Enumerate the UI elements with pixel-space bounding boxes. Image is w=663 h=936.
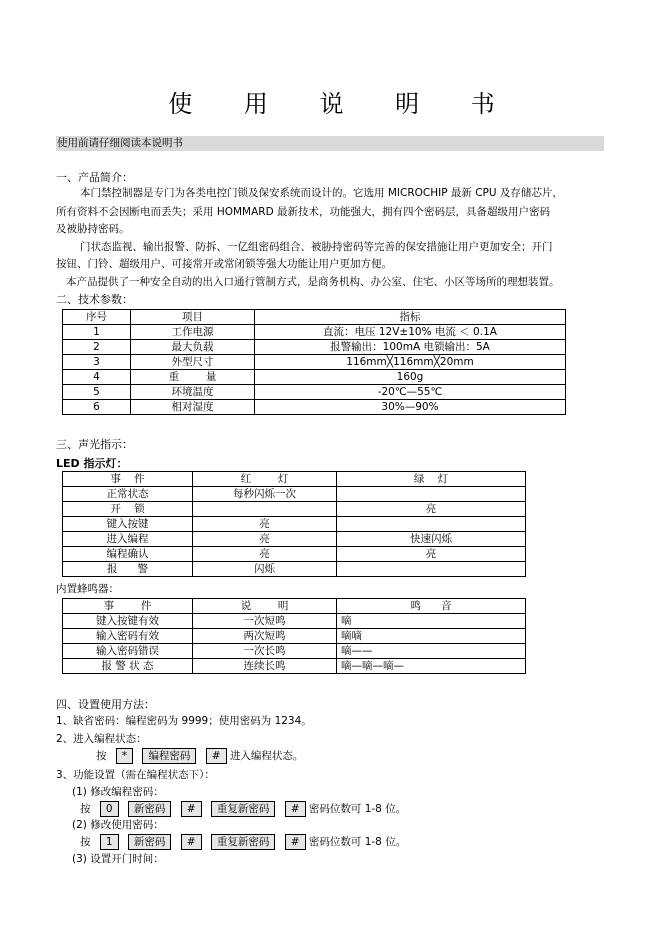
enter-programming-keyline [96, 748, 303, 764]
new-password-key: 新密码 [128, 801, 172, 817]
intro-para1-line2: 所有资料不会因断电而丢失；采用 HOMMARD 最新技术，功能强大，拥有四个密码层，具备超级用户密码 [56, 206, 551, 218]
table-row [63, 325, 566, 340]
table-cell: -20℃—55℃ [255, 385, 566, 400]
section-intro-heading: 一、产品简介： [56, 171, 133, 184]
table-row [63, 547, 526, 562]
function-setup-item: 3、功能设置（需在编程状态下）： [56, 769, 215, 781]
modify-user-password-keyline [80, 834, 406, 850]
header-cell: 事 件 [63, 599, 193, 614]
table-cell: 直流：电压 12V±10% 电流 ＜ 0.1A [255, 325, 566, 340]
table-row [63, 562, 526, 577]
header-cell: 序号 [63, 310, 131, 325]
intro-para2-line1: 门状态监视、输出报警、防拆、一亿组密码组合、被胁持密码等完善的保安措施让用户更加安全；开门 [80, 241, 553, 253]
header-cell: 指标 [255, 310, 566, 325]
header-cell: 说 明 [193, 599, 337, 614]
default-password-item: 1、缺省密码：编程密码为 9999；使用密码为 1234。 [56, 715, 312, 727]
table-row [63, 355, 566, 370]
header-cell: 事 件 [63, 472, 193, 487]
header-cell: 绿 灯 [337, 472, 526, 487]
table-cell: 报 警 状 态 [63, 659, 193, 674]
table-cell: 快速闪烁 [337, 532, 526, 547]
table-cell: 亮 [193, 547, 337, 562]
table-cell: 嘀—嘀—嘀— [337, 659, 526, 674]
table-row [63, 340, 566, 355]
table-cell: 相对湿度 [131, 400, 255, 415]
hash-key: # [206, 748, 227, 764]
repeat-new-password-key: 重复新密码 [211, 801, 276, 817]
press-text: 按 [80, 836, 91, 848]
table-cell: 亮 [337, 502, 526, 517]
table-cell [193, 502, 337, 517]
table-cell: 重 量 [131, 370, 255, 385]
hash-key: # [285, 801, 306, 817]
table-cell: 环境温度 [131, 385, 255, 400]
led-label: LED 指示灯： [56, 457, 128, 470]
table-cell: 嘀—— [337, 644, 526, 659]
table-header-row [63, 310, 566, 325]
modify-user-password-label: (2) 修改使用密码： [72, 819, 164, 831]
intro-para2-line2: 按钮、门铃、超级用户、可接常开或常闭锁等强大功能让用户更加方便。 [56, 258, 392, 270]
table-cell: 输入密码错误 [63, 644, 193, 659]
table-row [63, 644, 526, 659]
modify-program-password-label: (1) 修改编程密码： [72, 786, 164, 798]
modify-program-password-keyline [80, 801, 406, 817]
intro-para3: 本产品提供了一种安全自动的出入口通行管制方式，是商务机构、办公室、住宅、小区等场所的理想装置。 [66, 276, 560, 288]
header-cell: 项目 [131, 310, 255, 325]
program-password-key: 编程密码 [142, 748, 196, 764]
set-door-open-time-label: (3) 设置开门时间： [72, 853, 164, 865]
table-cell: 160g [255, 370, 566, 385]
table-cell: 亮 [337, 547, 526, 562]
password-length-note: 密码位数可 1-8 位。 [308, 836, 407, 848]
table-row [63, 517, 526, 532]
table-cell: 外型尺寸 [131, 355, 255, 370]
new-password-key: 新密码 [128, 834, 172, 850]
table-cell: 开 锁 [63, 502, 193, 517]
buzzer-table [62, 598, 526, 674]
star-key: * [116, 748, 133, 764]
enter-programming-item: 2、进入编程状态： [56, 733, 147, 745]
table-cell: 最大负载 [131, 340, 255, 355]
table-cell [337, 517, 526, 532]
section-indicator-heading: 三、声光指示： [56, 438, 133, 451]
table-row [63, 532, 526, 547]
press-text: 按 [80, 803, 91, 815]
table-cell [337, 562, 526, 577]
table-cell: 编程确认 [63, 547, 193, 562]
table-row [63, 370, 566, 385]
table-cell: 闪烁 [193, 562, 337, 577]
table-cell: 进入编程 [63, 532, 193, 547]
hash-key: # [181, 834, 202, 850]
table-row [63, 400, 566, 415]
table-cell: 两次短鸣 [193, 629, 337, 644]
table-cell: 报警输出：100mA 电锁输出：5A [255, 340, 566, 355]
section-setup-heading: 四、设置使用方法： [56, 698, 155, 711]
table-cell: 2 [63, 340, 131, 355]
header-cell: 鸣 音 [337, 599, 526, 614]
one-key: 1 [100, 834, 119, 850]
table-cell: 每秒闪烁一次 [193, 487, 337, 502]
buzzer-label: 内置蜂鸣器： [56, 583, 119, 595]
hash-key: # [181, 801, 202, 817]
table-cell: 30%—90% [255, 400, 566, 415]
table-row [63, 614, 526, 629]
table-cell: 3 [63, 355, 131, 370]
table-row [63, 385, 566, 400]
table-cell: 一次短鸣 [193, 614, 337, 629]
table-cell [337, 487, 526, 502]
enter-programming-suffix: 进入编程状态。 [229, 750, 304, 762]
table-cell: 嘀嘀 [337, 629, 526, 644]
table-cell: 报 警 [63, 562, 193, 577]
hash-key: # [285, 834, 306, 850]
page-title: 使 用 说 明 书 [168, 90, 517, 118]
table-cell: 116mm╳116mm╳20mm [255, 355, 566, 370]
header-cell: 红 灯 [193, 472, 337, 487]
repeat-new-password-key: 重复新密码 [211, 834, 276, 850]
intro-para1-line3: 及被胁持密码。 [56, 223, 130, 235]
password-length-note: 密码位数可 1-8 位。 [308, 803, 407, 815]
spec-table [62, 309, 566, 415]
table-header-row [63, 599, 526, 614]
table-cell: 嘀 [337, 614, 526, 629]
table-cell: 输入密码有效 [63, 629, 193, 644]
read-notice-banner: 使用前请仔细阅读本说明书 [56, 136, 604, 151]
table-cell: 键入按键 [63, 517, 193, 532]
table-cell: 键入按键有效 [63, 614, 193, 629]
led-table [62, 471, 526, 577]
table-cell: 工作电源 [131, 325, 255, 340]
table-cell: 4 [63, 370, 131, 385]
section-spec-heading: 二、技术参数： [56, 293, 133, 306]
table-header-row [63, 472, 526, 487]
table-cell: 连续长鸣 [193, 659, 337, 674]
press-text: 按 [96, 750, 107, 762]
table-cell: 6 [63, 400, 131, 415]
table-cell: 亮 [193, 532, 337, 547]
table-cell: 一次长鸣 [193, 644, 337, 659]
table-cell: 正常状态 [63, 487, 193, 502]
table-row [63, 659, 526, 674]
table-cell: 亮 [193, 517, 337, 532]
table-cell: 1 [63, 325, 131, 340]
table-cell: 5 [63, 385, 131, 400]
zero-key: 0 [100, 801, 119, 817]
table-row [63, 502, 526, 517]
table-row [63, 487, 526, 502]
table-row [63, 629, 526, 644]
intro-para1-line1: 本门禁控制器是专门为各类电控门锁及保安系统而设计的。它选用 MICROCHIP 最新 CPU 及存储芯片， [80, 187, 563, 199]
